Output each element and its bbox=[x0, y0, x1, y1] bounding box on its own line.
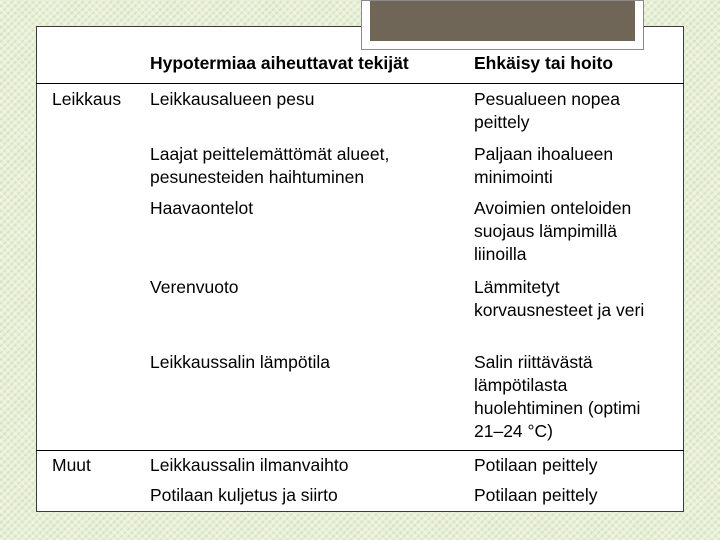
group-divider bbox=[36, 450, 684, 451]
header-treatment: Ehkäisy tai hoito bbox=[474, 53, 614, 73]
cause-cell: Potilaan kuljetus ja siirto bbox=[150, 485, 338, 505]
header-causes: Hypotermiaa aiheuttavat tekijät bbox=[150, 53, 409, 73]
group-label-muut: Muut bbox=[52, 455, 91, 475]
group-label-leikkaus: Leikkaus bbox=[52, 89, 122, 109]
cause-cell: Verenvuoto bbox=[150, 277, 239, 297]
header-divider bbox=[36, 83, 684, 84]
treatment-line: Paljaan ihoalueen bbox=[474, 144, 614, 164]
treatment-line: minimointi bbox=[474, 167, 553, 187]
treatment-cell: Potilaan peittely bbox=[474, 485, 598, 505]
cause-cell: Leikkausalueen pesu bbox=[150, 89, 315, 109]
title-placeholder bbox=[361, 0, 644, 50]
cause-line: pesunesteiden haihtuminen bbox=[150, 167, 365, 187]
cause-cell: Leikkaussalin lämpötila bbox=[150, 352, 330, 372]
cause-cell: Haavaontelot bbox=[150, 198, 254, 218]
treatment-line: peittely bbox=[474, 112, 530, 132]
treatment-line: korvausnesteet ja veri bbox=[474, 300, 645, 320]
cause-line: Laajat peittelemättömät alueet, bbox=[150, 144, 390, 164]
cause-cell: Leikkaussalin ilmanvaihto bbox=[150, 455, 349, 475]
treatment-line: liinoilla bbox=[474, 244, 527, 264]
treatment-line: lämpötilasta bbox=[474, 375, 568, 395]
treatment-line: Avoimien onteloiden bbox=[474, 198, 632, 218]
treatment-line: 21–24 °C) bbox=[474, 421, 553, 441]
treatment-line: suojaus lämpimillä bbox=[474, 221, 617, 241]
title-placeholder-fill bbox=[370, 1, 635, 41]
treatment-line: Lämmitetyt bbox=[474, 277, 560, 297]
treatment-cell: Potilaan peittely bbox=[474, 455, 598, 475]
treatment-line: huolehtiminen (optimi bbox=[474, 398, 641, 418]
treatment-line: Pesualueen nopea bbox=[474, 89, 620, 109]
treatment-line: Salin riittävästä bbox=[474, 352, 593, 372]
